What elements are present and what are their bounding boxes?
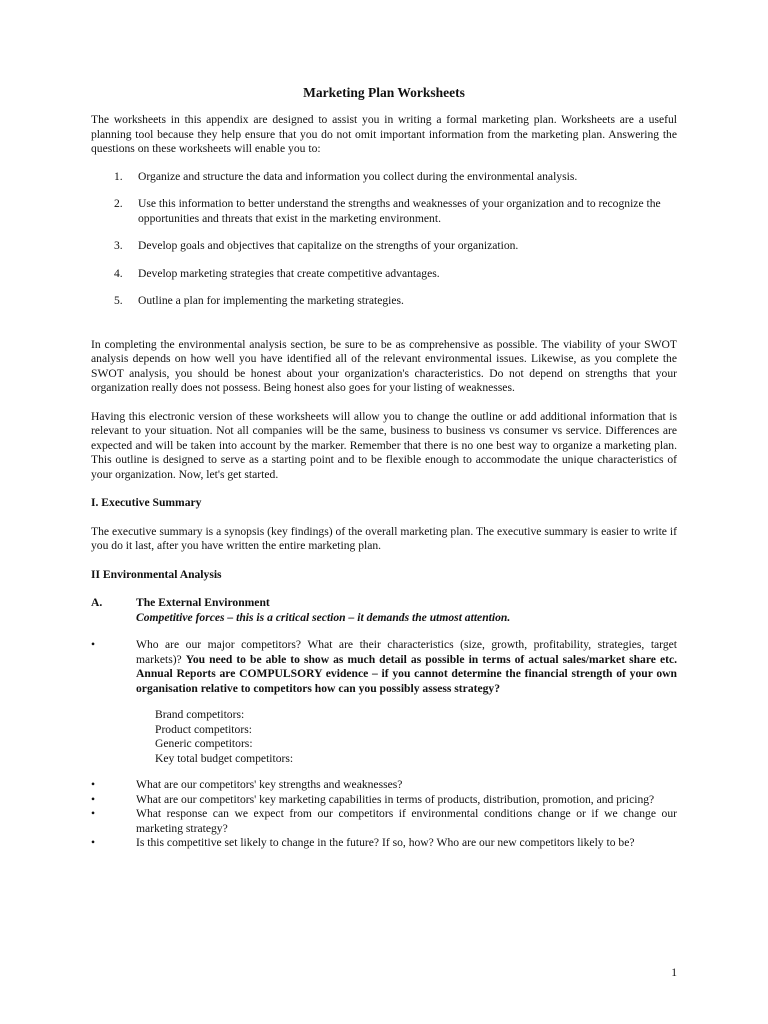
bullet-item	[91, 638, 677, 696]
list-item	[91, 239, 677, 254]
list-item-text: Develop marketing strategies that create competitive advantages.	[138, 266, 440, 280]
objectives-list	[91, 170, 677, 309]
list-item	[91, 294, 677, 309]
intro-paragraph: The worksheets in this appendix are designed to assist you in writing a formal marketing plan. Worksheets are a useful planning tool because they help ensure that you do not omit important information from the marketing plan. Answering the questions on these worksheets will enable you to:	[91, 113, 677, 155]
environmental-analysis-heading: II Environmental Analysis	[91, 567, 222, 581]
subsection-note: Competitive forces – this is a critical section – it demands the utmost attention.	[136, 610, 511, 624]
spacer	[91, 322, 677, 338]
list-item-text: Develop goals and objectives that capitalize on the strengths of your organization.	[138, 239, 519, 252]
list-item-text: Use this information to better understand the strengths and weaknesses of your organization and to recognize the opportunities and threats that exist in the marketing environment.	[138, 197, 661, 225]
bullet-icon: •	[91, 778, 96, 791]
list-item-text: Outline a plan for implementing the marketing strategies.	[138, 294, 404, 307]
bullet-icon: •	[91, 807, 96, 820]
competitor-type: Generic competitors:	[155, 737, 253, 750]
page-title: Marketing Plan Worksheets	[303, 85, 465, 100]
bullet-text: Who are our major competitors? What are their characteristics (size, growth, profitability, strategies, target markets)?	[136, 638, 677, 666]
subsection-letter: A.	[91, 596, 103, 609]
bullet-emphasis-text: You need to be able to show as much detail as possible in terms of actual sales/market share etc. Annual Reports are COMPULSORY evidence – if you cannot determine the financial strength of your own organisation relative to competitors how can you possibly assess strategy?	[136, 652, 678, 695]
executive-summary-text: The executive summary is a synopsis (key findings) of the overall marketing plan. The executive summary is easier to write if you do it last, after you have written the entire marketing plan.	[91, 524, 677, 552]
page-number: 1	[671, 966, 677, 979]
electronic-version-paragraph: Having this electronic version of these worksheets will allow you to change the outline or add additional information that is relevant to your situation. Not all companies will be the same, business to business vs consumer vs service. Differences are expected and will be taken into account by the marker. Remember that there is no one best way to organize a marketing plan. This outline is designed to serve as a starting point and to be flexible enough to accommodate the unique characteristics of your organization. Now, let's get started.	[91, 409, 677, 481]
list-item-text: Organize and structure the data and information you collect during the environmental analysis.	[138, 169, 578, 183]
bullet-icon: •	[91, 638, 96, 651]
bullet-text: Is this competitive set likely to change in the future? If so, how? Who are our new competitors likely to be?	[136, 836, 635, 849]
bullet-icon: •	[91, 792, 96, 806]
list-number: 3.	[114, 239, 123, 252]
list-number: 1.	[114, 169, 123, 183]
subsection-title: The External Environment	[136, 596, 270, 609]
list-item	[91, 170, 677, 185]
bullet-text: What response can we expect from our competitors if environmental conditions change or if we change our marketing strategy?	[136, 807, 677, 835]
bullet-item	[91, 778, 677, 793]
list-item	[91, 197, 677, 226]
list-number: 2.	[114, 197, 123, 210]
external-environment-subsection	[91, 596, 677, 625]
comprehensive-paragraph: In completing the environmental analysis section, be sure to be as comprehensive as possible. The viability of your SWOT analysis depends on how well you have identified all of the relevant environmental issues. Likewise, as you complete the SWOT analysis, you should be honest about your organization's characteristics. Do not depend on strengths that your organization really does not possess. Being honest also goes for your listing of weaknesses.	[91, 337, 677, 394]
executive-summary-heading: I. Executive Summary	[91, 496, 202, 509]
competitor-types-list	[91, 708, 677, 766]
bullet-item	[91, 807, 677, 836]
bullet-text: What are our competitors' key marketing capabilities in terms of products, distribution, promotion, and pricing?	[136, 792, 655, 806]
bullet-item	[91, 836, 677, 851]
competitor-type: Brand competitors:	[155, 708, 245, 721]
list-number: 4.	[114, 266, 123, 280]
competitor-type: Key total budget competitors:	[155, 751, 294, 765]
bullet-text: What are our competitors' key strengths and weaknesses?	[136, 778, 403, 791]
list-item	[91, 267, 677, 282]
list-number: 5.	[114, 294, 123, 307]
competitor-type: Product competitors:	[155, 722, 252, 736]
bullet-icon: •	[91, 836, 96, 849]
bullet-item	[91, 793, 677, 808]
